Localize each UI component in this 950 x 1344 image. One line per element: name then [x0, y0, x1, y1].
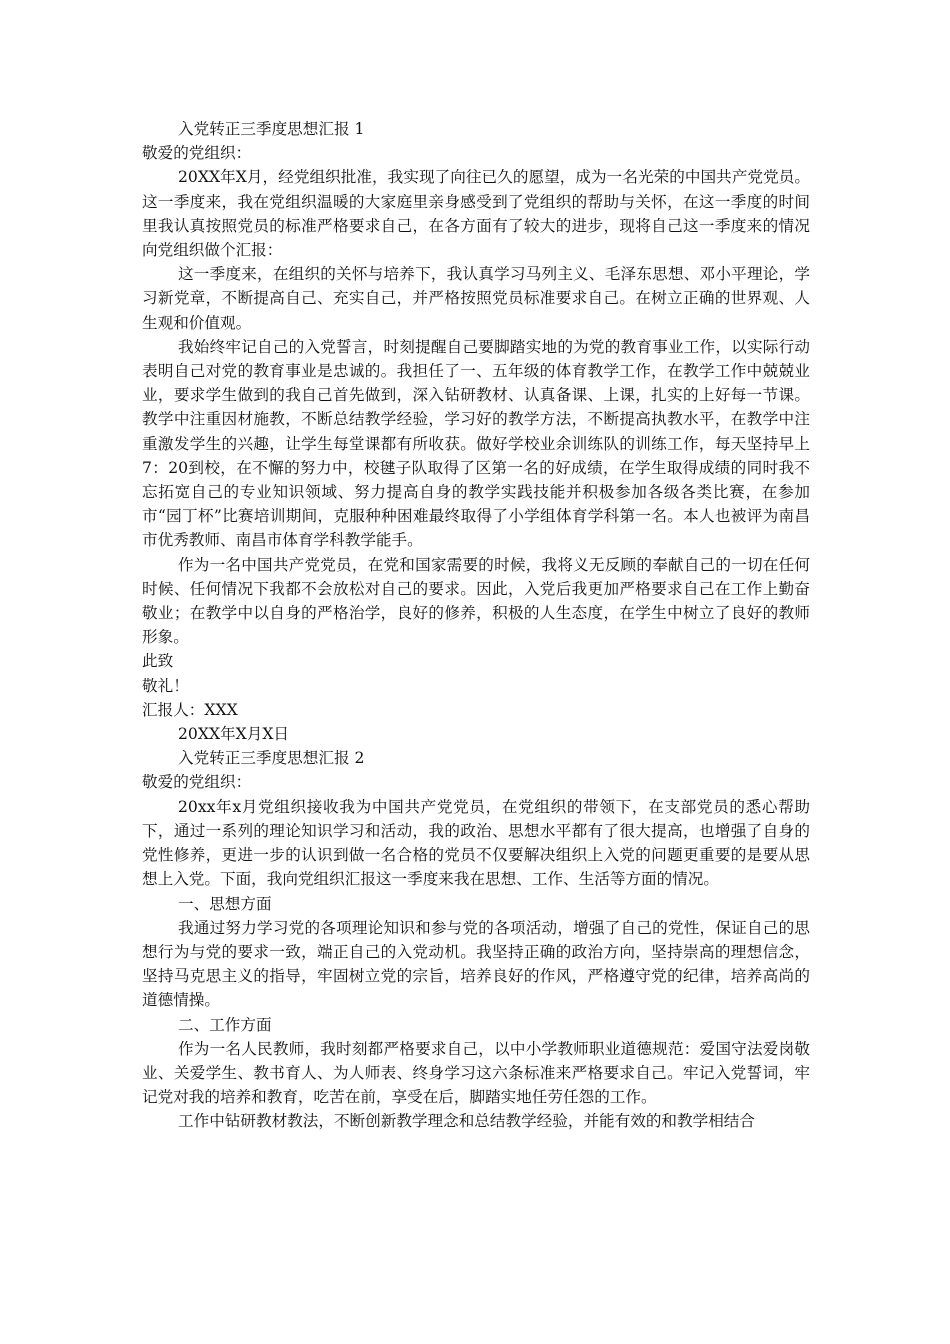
report1-closing-2: 敬礼！ — [142, 676, 189, 695]
report2-section2-text: 作为一名人民教师，我时刻都严格要求自己，以中小学教师职业道德规范：爱国守法爱岗敬业、关爱学生、教书育人、为人师表、终身学习这六条标准来严格要求自己。牢记入党誓词，牢记党对我的培养和教育，吃苦在前，享受在后，脚踏实地任劳任怨的工作。 — [142, 1039, 810, 1107]
report2-intro: 20xx年x月党组织接收我为中国共产党党员，在党组织的带领下，在支部党员的悉心帮助下，通过一系列的理论知识学习和活动，我的政治、思想水平都有了很大提高，也增强了自身的党性修养，更进一步的认识到做一名合格的党员不仅要解决组织上入党的问题更重要的是要从思想上入党。下面，我向党组织汇报这一季度来我在思想、工作、生活等方面的情况。 — [142, 797, 810, 889]
report2-salutation: 敬爱的党组织： — [142, 773, 252, 792]
report2-section2-text-2: 工作中钻研教材教法，不断创新教学理念和总结教学经验，并能有效的和教学相结合 — [178, 1112, 755, 1131]
report1-paragraph-4: 作为一名中国共产党党员，在党和国家需要的时候，我将义无反顾的奉献自己的一切在任何时候、任何情况下我都不会放松对自己的要求。因此，入党后我更加严格要求自己在工作上勤奋敬业；在教学中以自身的严格治学，良好的修养，积极的人生态度，在学生中树立了良好的教师形象。 — [142, 555, 810, 647]
report1-date: 20XX年X月X日 — [178, 725, 290, 744]
report1-closing-1: 此致 — [142, 652, 174, 671]
report2-section1-heading: 一、思想方面 — [178, 894, 272, 913]
report1-reporter: 汇报人：XXX — [142, 700, 238, 719]
report1-paragraph-2: 这一季度来，在组织的关怀与培养下，我认真学习马列主义、毛泽东思想、邓小平理论，学习新党章，不断提高自己、充实自己，并严格按照党员标准要求自己。在树立正确的世界观、人生观和价值观。 — [142, 265, 810, 332]
document-page — [142, 117, 810, 1134]
report2-section1-text: 我通过努力学习党的各项理论知识和参与党的各项活动，增强了自己的党性，保证自己的思想行为与党的要求一致，端正自己的入党动机。我坚持正确的政治方向，坚持崇高的理想信念，坚持马克思主义的指导，牢固树立党的宗旨，培养良好的作风，严格遵守党的纪律，培养高尚的道德情操。 — [142, 918, 810, 1010]
report1-paragraph-1: 20XX年X月，经党组织批准，我实现了向往已久的愿望，成为一名光荣的中国共产党党员。这一季度来，我在党组织温暖的大家庭里亲身感受到了党组织的帮助与关怀，在这一季度的时间里我认真按照党员的标准严格要求自己，在各方面有了较大的进步，现将自己这一季度来的情况向党组织做个汇报： — [142, 168, 810, 260]
report2-title: 入党转正三季度思想汇报 2 — [178, 749, 365, 768]
report1-salutation: 敬爱的党组织： — [142, 144, 252, 163]
report2-section2-heading: 二、工作方面 — [178, 1015, 272, 1034]
report1-title: 入党转正三季度思想汇报 1 — [178, 120, 365, 138]
report1-paragraph-3: 我始终牢记自己的入党誓言，时刻提醒自己要脚踏实地的为党的教育事业工作，以实际行动表明自己对党的教育事业是忠诚的。我担任了一、五年级的体育教学工作，在教学工作中兢兢业业，要求学生做到的我自己首先做到，深入钻研教材、认真备课、上课，扎实的上好每一节课。教学中注重因材施教，不断总结教学经验，学习好的教学方法，不断提高执教水平，在教学中注重激发学生的兴趣，让学生每堂课都有所收获。做好学校业余训练队的训练工作，每天坚持早上7：20到校，在不懈的努力中，校毽子队取得了区第一名的好成绩，在学生取得成绩的同时我不忘拓宽自己的专业知识领域、努力提高自身的教学实践技能并积极参加各级各类比赛，在参加市“园丁杯”比赛培训期间，克服种种困难最终取得了小学组体育学科第一名。本人也被评为南昌市优秀教师、南昌市体育学科教学能手。 — [142, 337, 810, 550]
